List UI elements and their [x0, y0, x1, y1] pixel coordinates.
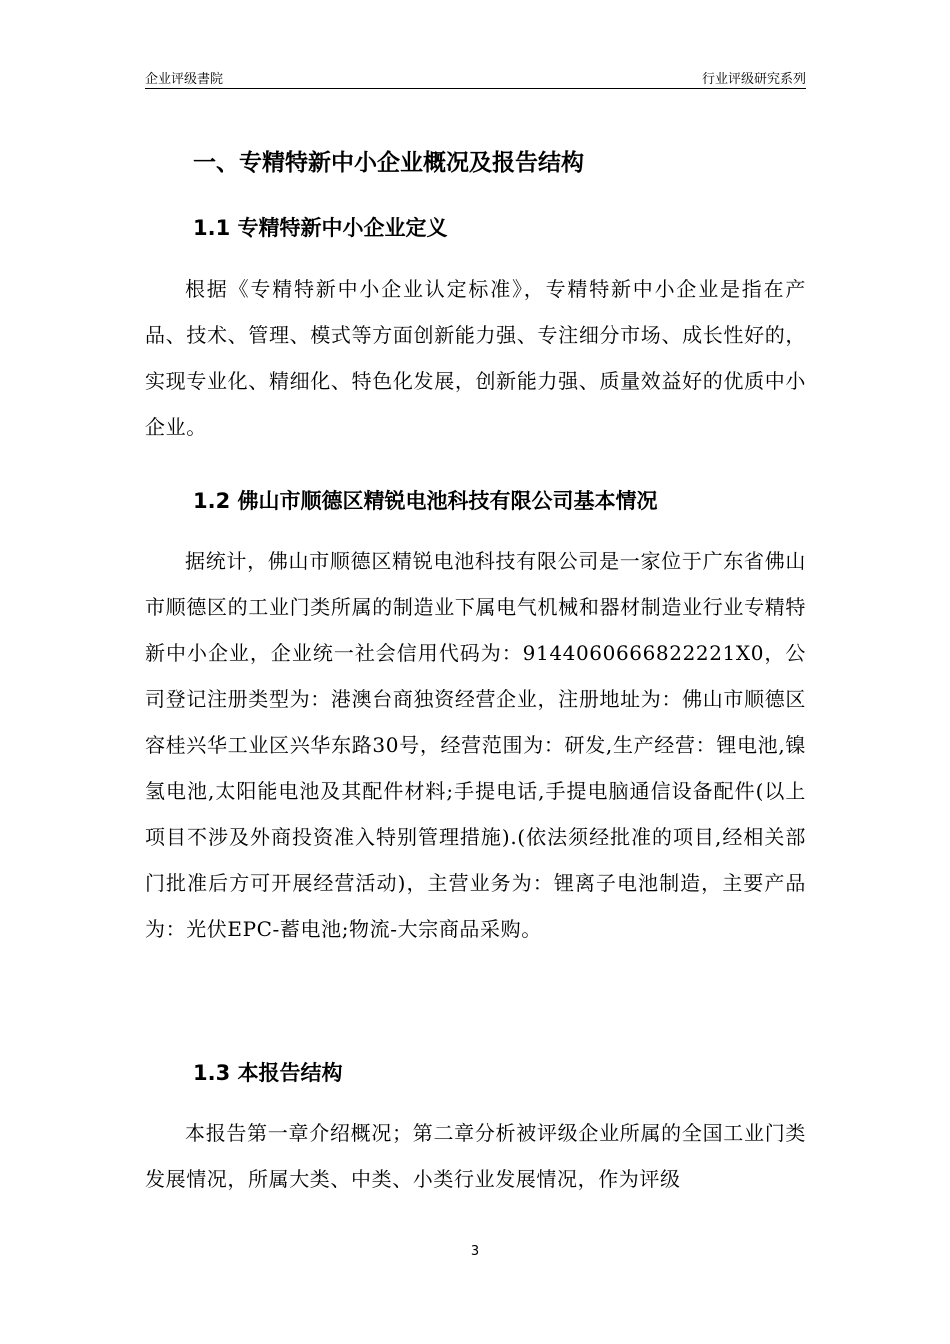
section-1-3-title: 1.3 本报告结构: [193, 1061, 343, 1085]
header-right-text: 行业评级研究系列: [701, 72, 806, 87]
section-1-1-title: 1.1 专精特新中小企业定义: [193, 216, 448, 240]
section-1-2-paragraph: 据统计，佛山市顺德区精锐电池科技有限公司是一家位于广东省佛山市顺德区的工业门类所属的制造业下属电气机械和器材制造业行业专精特新中小企业，企业统一社会信用代码为：9144060666822221X0，公司登记注册类型为：港澳台商独资经营企业，注册地址为：佛山市顺德区容桂兴华工业区兴华东路30号，经营范围为：研发,生产经营：锂电池,镍氢电池,太阳能电池及其配件材料;手提电话,手提电脑通信设备配件(以上项目不涉及外商投资准入特别管理措施).(依法须经批准的项目,经相关部门批准后方可开展经营活动)，主营业务为：锂离子电池制造，主要产品为：光伏EPC-蓄电池;物流-大宗商品采购。: [145, 549, 806, 941]
section-1-title: 一、专精特新中小企业概况及报告结构: [193, 150, 584, 176]
page-header: [145, 66, 806, 89]
page-number: 3: [470, 1244, 480, 1259]
section-1-1-paragraph: 根据《专精特新中小企业认定标准》，专精特新中小企业是指在产品、技术、管理、模式等方面创新能力强、专注细分市场、成长性好的，实现专业化、精细化、特色化发展，创新能力强、质量效益好的优质中小企业。: [145, 277, 806, 439]
header-left-text: 企业评级書院: [145, 72, 224, 87]
section-1-3-paragraph: 本报告第一章介绍概况；第二章分析被评级企业所属的全国工业门类发展情况，所属大类、中类、小类行业发展情况，作为评级: [145, 1121, 806, 1191]
section-1-2-title: 1.2 佛山市顺德区精锐电池科技有限公司基本情况: [193, 489, 658, 513]
